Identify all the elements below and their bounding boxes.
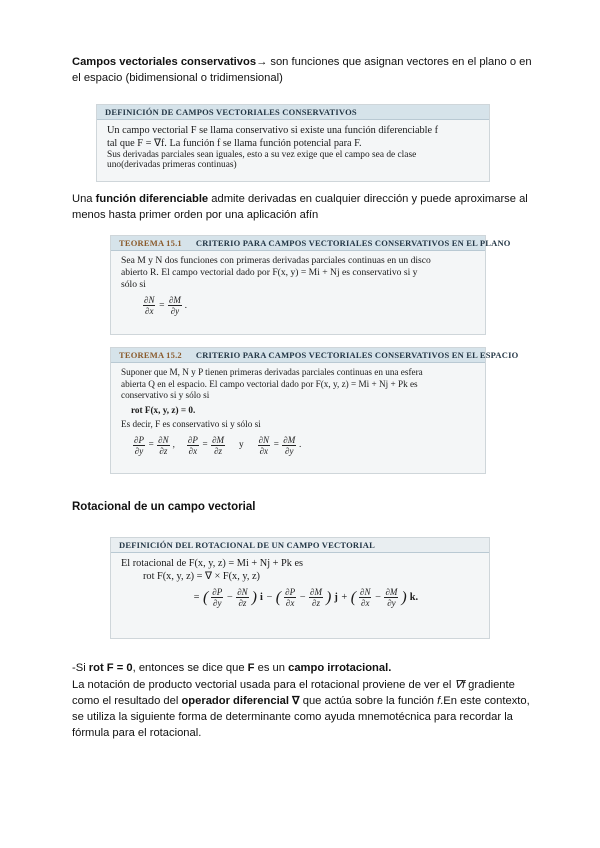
notation-paragraph [72,677,534,741]
intro-arrow: → [256,56,268,68]
frac-den: ∂y [213,598,222,608]
frac-den: ∂x [361,598,370,608]
theorem-15-2-rot-equation: rot F(x, y, z) = 0. [131,404,196,415]
final-p1-pre: -Si [72,662,89,674]
intro-paragraph [72,55,532,86]
function-f: f [437,695,441,707]
theorem-15-1-box [110,235,511,335]
frac-den: ∂y [134,445,144,456]
definition-conservative-box [96,104,490,182]
rotational-line-1: El rotacional de F(x, y, z) = Mi + Nj + Pk es [121,558,304,569]
theorem-15-1-line-2: abierto R. El campo vectorial dado por F(x, y) = Mi + Nj es conservativo si y [121,267,418,278]
frac-num: ∂M [212,434,225,445]
frac-den: ∂x [285,598,295,608]
differentiable-paragraph [72,192,532,223]
final-p2a: La notación de producto vectorial usada para el rotacional proviene de ver el [72,679,455,691]
frac-num: ∂M [385,587,398,597]
theorem-15-2-line-1: Suponer que M, N y P tienen primeras derivadas parciales continuas en una esfera [121,367,423,377]
equals-sign: = [158,299,165,311]
definition-conservative-title: DEFINICIÓN DE CAMPOS VECTORIALES CONSERVATIVOS [97,105,489,120]
unit-j: j [334,592,338,603]
frac-num: ∂M [168,295,181,305]
period: . [299,439,302,450]
frac-den: ∂x [259,445,269,456]
frac-den: ∂z [214,445,223,456]
unit-i: i [259,592,263,603]
theorem-15-1-line-3: sólo si [121,279,146,290]
frac-num: ∂N [360,587,371,597]
theorem-15-2-line-4: Es decir, F es conservativo si y sólo si [121,419,261,429]
frac-den: ∂y [170,306,180,316]
intro-rest: son funciones que asignan vectores en el plano o en el espacio (bidimensional o tridimensional) [72,56,532,84]
definition-line-3: Sus derivadas parciales sean iguales, esto a su vez exige que el campo sea de clase [107,150,417,160]
conjunction: y [239,439,244,450]
comma: , [172,439,175,450]
final-f-term: F [247,662,255,674]
final-p2b: gradiente como el resultado del [72,679,515,707]
equals-sign: = [147,439,155,450]
differential-operator-term: operador diferencial ∇ [181,695,300,707]
frac-den: ∂z [238,598,247,608]
final-rot-term: rot F = 0 [88,662,133,674]
theorem-15-1-equation [143,295,475,316]
frac-den: ∂z [159,445,168,456]
frac-num: ∂P [134,434,144,445]
frac-den: ∂x [145,306,154,316]
frac-num: ∂N [158,434,169,445]
theorem-15-2-equations [133,435,475,456]
theorem-15-2-number: TEOREMA 15.2 [119,350,182,360]
frac-num: ∂P [285,587,296,597]
para2-rest: admite derivadas en cualquier dirección y puede aproximarse al menos hasta primer orden por una aplicación afín [72,193,528,221]
unit-k: k. [409,592,419,603]
final-p2d: .En este contexto, se utiliza la siguiente forma de determinante como ayuda mnemotécnica para recordar la fórmula para el rotacional. [72,695,530,739]
final-p1-mid: , entonces se dice que [132,662,248,674]
frac-num: ∂N [258,434,270,445]
definition-line-2: tal que F = ∇f. La función f se llama función potencial para F. [107,138,362,149]
theorem-15-2-title: CRITERIO PARA CAMPOS VECTORIALES CONSERVATIVOS EN EL ESPACIO [195,350,519,360]
theorem-15-1-line-1: Sea M y N dos funciones con primeras derivadas parciales continuas en un disco [121,255,431,266]
intro-term: Campos vectoriales conservativos [72,56,257,68]
final-p1-mid2: es un [254,662,289,674]
definition-rotational-title: DEFINICIÓN DEL ROTACIONAL DE UN CAMPO VECTORIAL [111,538,489,553]
frac-num: ∂N [144,295,155,305]
final-p2c: que actúa sobre la función [299,695,438,707]
theorem-15-1-number: TEOREMA 15.1 [119,238,182,248]
frac-num: ∂M [310,587,322,597]
frac-den: ∂z [312,598,320,608]
final-irrotational-term: campo irrotacional. [288,662,392,674]
frac-num: ∂N [237,587,248,597]
frac-num: ∂M [283,434,296,445]
theorem-15-1-title: CRITERIO PARA CAMPOS VECTORIALES CONSERVATIVOS EN EL PLANO [195,238,511,248]
equals-sign: = [273,439,280,450]
rotational-heading: Rotacional de un campo vectorial [72,501,256,513]
definition-rotational-box [110,537,490,639]
frac-num: ∂P [187,434,198,445]
rotational-formula: = ( $\frac{\partial P}{\partial y}$ − $\frac{\partial N}{\partial z}$ ) i − ( $\frac{\partial P}{\partial x}$ − $\frac{\partial M}{\partial z}$ ) j + ( $\frac{\partial N}{\partial x}$ − $\frac{\partial M}{\partial y}$ ) k. [193,587,419,608]
theorem-15-2-line-3: conservativo si y sólo si [121,390,210,400]
frac-den: ∂y [285,445,294,456]
para2-term: función diferenciable [95,193,209,205]
definition-line-1: Un campo vectorial F se llama conservativo si existe una función diferenciable f [107,125,439,136]
theorem-15-2-box [110,347,519,474]
rotational-line-2: rot F(x, y, z) = ∇ × F(x, y, z) [143,571,260,582]
period: . [184,299,188,311]
equals-sign: = [201,439,209,450]
para2-pre: Una [72,193,96,205]
frac-num: ∂P [212,587,223,597]
definition-line-4: uno(derivadas primeras continuas) [107,160,237,170]
theorem-15-2-line-2: abierta Q en el espacio. El campo vectorial dado por F(x, y, z) = Mi + Nj + Pk es [121,378,418,389]
irrotational-paragraph [72,661,534,677]
frac-den: ∂y [387,598,396,608]
frac-den: ∂x [188,445,198,456]
equals-sign: = [193,592,200,603]
gradient-symbol: ∇f [454,679,466,691]
